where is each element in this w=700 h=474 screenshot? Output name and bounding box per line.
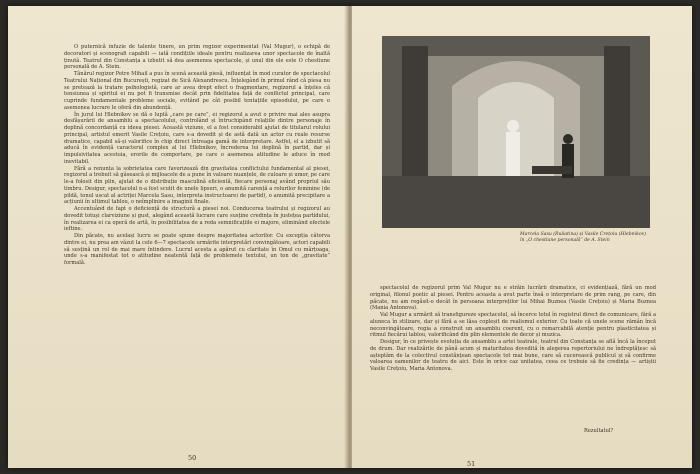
paragraph: Accentuând de fapt o deficiență de structură a piesei noi. Conducerea teatrului și regizorul au dovedit totuși clarviziune și gust, alegând această lucrare care susține credința în justețea partidului, în realizarea ei ca operă de artă, în posibilitatea de a reda semnificațiile ei majore, eliminând efectele ieftine. (64, 206, 330, 233)
paragraph: Fără a renunța la sobrietatea care favorizează din gravitatea conflictului fundamental al piesei, regizorul a trebuit să găsească și mijloacele de a pune în valoare nuanțele, de culoare și umor, pe care le-a folosit din plin, ajutat de o distribuție masculină eficientă, fiecare personaj având propriul său timbru. Desigur, spectacolul n-a fost scutit de unele lipsuri, o anumită carență a rolurilor feminine (de pildă, tonul uscat al actriței Marcela Sasu, interpreta instructoarei de partid), o anumită precipitare a acțiunii în ultimul tablou, o neîmplinire a imaginii finale. (64, 165, 330, 206)
left-text-column (64, 44, 330, 444)
paragraph: Val Mugur a urmărit să transfigureze spectacolul, să încerce totul în registrul direct de comunicare, fără a aluneca în stilizare, dar și fără a se lăsa copleșit de realismul exterior. Cu toate că unele scene rămân încă neconvingătoare, regia a construit un ansamblu coerent, cu o remarcabilă atenție pentru plasticitatea și ritmul fiecărui tablou, valorificând din plin elementele de decor și muzica. (370, 312, 656, 339)
paragraph: În jurul lui Hlebnikov se dă o luptă „care pe care”, ei regizorul a avut o privire mai ales asupra desfășurării de ansamblu a spectacolului, controlând și întruchipând relațiile dintre personaje în deplină concordanță cu ideea piesei. Această viziune, el a fost considerabil ajutat de titularul rolului principal, artistul emerit Vasile Crețoiu, care s-a dovedit și de astă dată un actor cu reale resurse dramatice, capabil să-și valorifice în chip direct întreaga gamă de interpretare. Astfel, el a izbutit să aducă în evidență caracterul complex al lui Hlebnikov, încrederea lui deplină în partid, dar și impulsivitatea acestuia, erorile de comportare, pe care o asemenea atitudine le aduce în mod inevitabil. (64, 111, 330, 165)
page-number-right: 51 (467, 460, 476, 468)
paragraph: Tânărul regizor Petre Mihail a pus în scenă această piesă, influențat în mod curator de spectacolul Teatrului Național din București, regizat de Sică Alexandrescu. Înțelegând în primul rând că piesa nu se pretează la tratare psihologistă, care ar avea drept efect o fragmentare, regizorul a înțeles că tensiunea și spiritul ei nu pot fi transmise decât prin fidelitatea față de conflictul principal, care cuprinde fundamentale probleme sociale, evitând pe cât posibil tentațiile episodului, pe care o asemenea lucrare le oferă din abundență. (64, 71, 330, 111)
right-text-column (370, 285, 656, 427)
book-spread (8, 6, 692, 468)
closing-line: Rezultatul? (584, 428, 614, 434)
stage-photo-illustration (382, 36, 650, 228)
stage-photo (382, 36, 650, 228)
paragraph: spectacolul de regizorul prim Val Mugur nu e străin lucrării dramatice, ci evidențiază, fără un mod original, filonul poetic al piesei. Pentru aceasta a avut parte însă o interpretare de prim rang, pe care, din păcate, nu am regăsit-o decât în persoana interpreților lui Mihai Buznea (Vasile Crețoiu) și Maria Buznea (Mania Antonova). (370, 285, 656, 312)
right-page (352, 6, 692, 468)
photo-caption: Marcela Sasu (Ruliatina) și Vasile Crețoiu (Hlebnikov) în „O chestiune personală” de A. Stein (520, 232, 647, 243)
paragraph: O puternică infuzie de talente tinere, un prim regizor experimentat (Val Mugur), o echipă de decoratori și scenografi capabili — iată condițiile ideale pentru realizarea unor spectacole de înaltă ținută. Teatrul din Constanța a izbutit să dea asemenea spectacole, și unul din ele este O chestiune personală de A. Stein. (64, 44, 330, 71)
page-number-left: 50 (188, 454, 197, 462)
left-page (8, 6, 348, 468)
paragraph: Desigur, în ce privește evoluția de ansamblu a artei teatrale, teatrul din Constanța se află încă la început de drum. Dar realizările de până acum și maturitatea dovedită în alegerea repertoriului ne îndreptățesc să așteptăm de la colectivul constănțean spectacole tot mai bune, care să cucerească publicul și să confirme valoarea oamenilor de teatru de aici. Este în orice caz unitatea, ceea ce trebuie să fie credința — artiștii Vasile Crețoiu, Maria Antonova. (370, 339, 656, 372)
paragraph: Din păcate, nu același lucru se poate spune despre majoritatea actorilor. Cu excepția câtorva dintre ei, nu prea am văzut la cele 6—7 spectacole urmărite interpretări convingătoare, actori capabili să susțină un rol de mai mare întindere. Lucrul acesta a apărut cu claritate în Omul cu mârțoaga, unde s-a manifestat tot o atitudine neatentă față de problemele textului, un ton de „gravitate” formală. (64, 233, 330, 266)
